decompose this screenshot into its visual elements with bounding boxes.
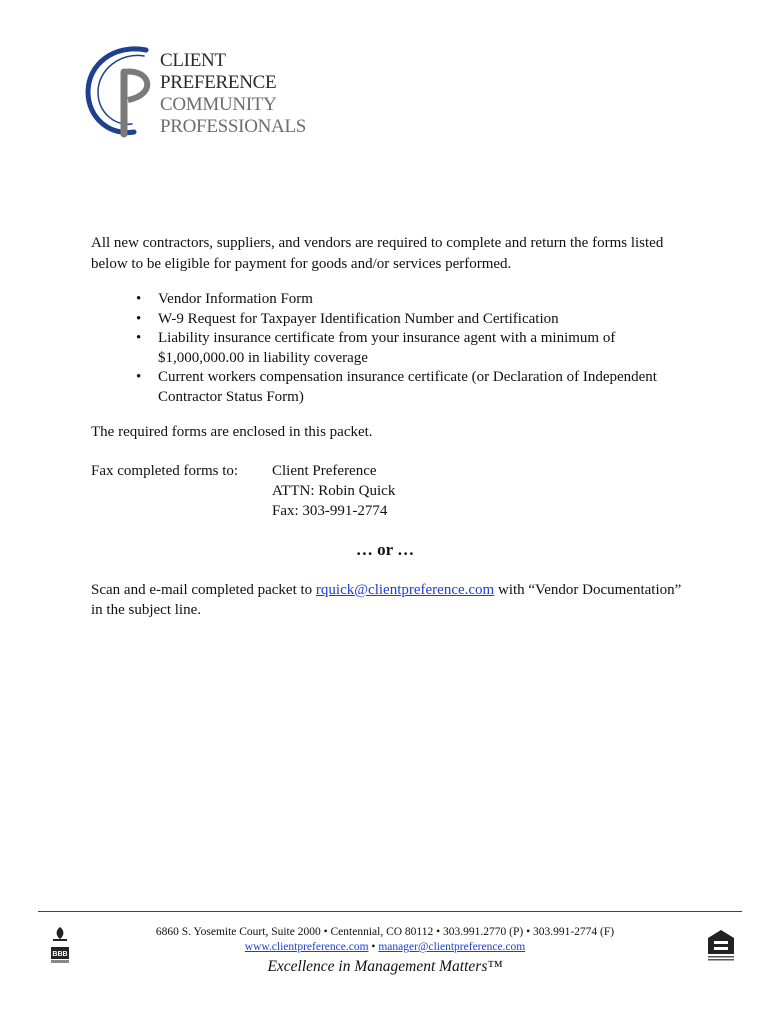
fax-label: Fax completed forms to:: [91, 463, 239, 479]
bullet-icon: •: [136, 291, 142, 307]
list-item: [136, 290, 696, 310]
scan-instructions: [91, 580, 691, 620]
fax-number: Fax: 303-991-2774: [272, 503, 388, 519]
list-item-text: Current workers compensation insurance certificate (or Declaration of Independent Contractor Status Form): [158, 369, 657, 405]
fax-attn: ATTN: Robin Quick: [272, 483, 396, 499]
logo-line-professionals: PROFESSIONALS: [160, 116, 307, 137]
footer-divider: [38, 911, 742, 912]
website-link[interactable]: www.clientpreference.com: [244, 941, 369, 953]
cp-monogram-icon: [84, 42, 164, 142]
intro-paragraph: All new contractors, suppliers, and vendors are required to complete and return the forms listed below to be eligible for payment for goods and/or services performed.: [91, 235, 664, 272]
list-item-text: Liability insurance certificate from your insurance agent with a minimum of $1,000,000.00 in liability coverage: [158, 330, 616, 366]
footer-separator: •: [368, 941, 379, 953]
list-item: [136, 310, 696, 330]
company-logo: [84, 42, 324, 142]
requirements-list: [136, 290, 696, 407]
list-item: [136, 329, 696, 368]
fax-recipient: Client Preference: [272, 463, 377, 479]
footer-address: 6860 S. Yosemite Court, Suite 2000 • Centennial, CO 80112 • 303.991.2770 (P) • 303.991-2774 (F): [155, 926, 615, 938]
logo-line-client: CLIENT: [160, 50, 226, 71]
bbb-label: BBB: [52, 951, 68, 958]
logo-line-preference: PREFERENCE: [160, 72, 277, 93]
bullet-icon: •: [136, 310, 142, 327]
scan-text-after: with “Vendor Documentation” in the subject line.: [91, 582, 682, 618]
equal-housing-opportunity-icon: [706, 928, 736, 962]
scan-text-before: Scan and e-mail completed packet to: [91, 582, 316, 598]
enclosed-note: The required forms are enclosed in this packet.: [91, 424, 373, 440]
or-separator: … or …: [355, 540, 415, 559]
list-item-text: W-9 Request for Taxpayer Identification Number and Certification: [158, 310, 559, 327]
logo-line-community: COMMUNITY: [160, 94, 277, 115]
fax-recipient-block: [272, 461, 395, 521]
bullet-icon: •: [136, 330, 142, 346]
contact-email-link[interactable]: rquick@clientpreference.com: [315, 582, 495, 598]
list-item: [136, 368, 696, 407]
manager-email-link[interactable]: manager@clientpreference.com: [378, 941, 526, 953]
list-item-text: Vendor Information Form: [158, 291, 313, 307]
bullet-icon: •: [136, 369, 142, 385]
footer-links: [0, 941, 770, 953]
footer-tagline: Excellence in Management Matters™: [267, 958, 503, 975]
logo-wordmark: [160, 50, 306, 138]
